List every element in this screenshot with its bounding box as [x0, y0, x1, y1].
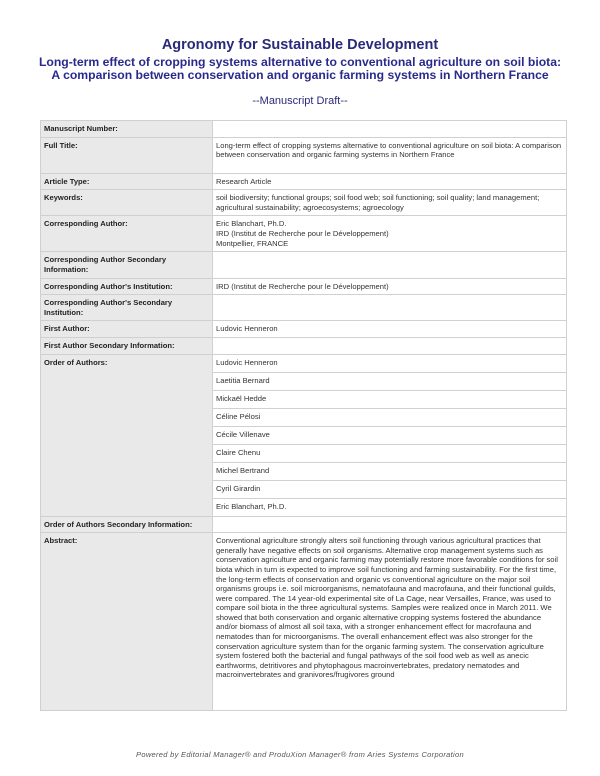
label-manuscript-number: Manuscript Number: — [41, 121, 213, 138]
author-item: Michel Bertrand — [213, 462, 567, 480]
label-order-secondary: Order of Authors Secondary Information: — [41, 516, 213, 533]
row-full-title — [41, 137, 567, 173]
value-abstract: Conventional agriculture strongly alters soil functioning through various agricultural practices that generally have negative effects on soil organisms. Alternative crop management systems such as conservation agriculture and organic farming may potentially restore more favorable conditions for soil biota which in turn is expected to improve soil functioning and farming sustainability. For the first time, the long-term effects of conservation and organic vs conventional agriculture on the major soil organisms groups i.e. soil microorganisms, nematofauna and macrofauna, and their functional guilds, were compared. The 14 year-old experimental site of La Cage, near Versailles, France, was used to compare soil biota in the three agricultural systems. Samples were realized once in March 2011. We showed that both conservation and organic alternative cropping systems fostered the abundance and/or biomass of almost all soil taxa, with a stronger enhancement effect for macrofauna and nematodes than for microorganisms. The overall enhancement effect was also stronger for the conservation agriculture system than for the organic farming system. The conservation agriculture system fostered both the bacterial and fungal pathways of the soil food web as well as anecic earthworms, detritivores and phytophagous macroinvertebrates, predatory nematodes and macroinvertebrates and granivores/frugivores ground — [213, 533, 567, 711]
author-item: Eric Blanchart, Ph.D. — [213, 498, 567, 516]
row-first-author-secondary — [41, 337, 567, 354]
author-item: Laetitia Bernard — [213, 372, 567, 390]
author-item: Cyril Girardin — [213, 480, 567, 498]
value-corr-secondary-institution — [213, 295, 567, 321]
corr-author-institution: IRD (Institut de Recherche pour le Développement) — [216, 228, 389, 238]
label-first-author-secondary: First Author Secondary Information: — [41, 337, 213, 354]
value-keywords: soil biodiversity; functional groups; soil food web; soil functioning; soil quality; land management; agricultural sustainability; agroecosystems; agroecology — [213, 190, 567, 216]
value-corr-institution: IRD (Institut de Recherche pour le Développement) — [213, 278, 567, 295]
label-full-title: Full Title: — [41, 137, 213, 173]
label-abstract: Abstract: — [41, 533, 213, 711]
value-manuscript-number — [213, 121, 567, 138]
corr-author-name: Eric Blanchart, Ph.D. — [216, 219, 287, 229]
value-corr-secondary-info — [213, 252, 567, 278]
value-article-type: Research Article — [213, 173, 567, 190]
value-order-secondary — [213, 516, 567, 533]
row-order-of-authors — [41, 354, 567, 372]
row-keywords — [41, 190, 567, 216]
row-order-secondary — [41, 516, 567, 533]
journal-name: Agronomy for Sustainable Development — [161, 37, 439, 53]
value-full-title: Long-term effect of cropping systems alternative to conventional agriculture on soil biota: A comparison between conservation and organic farming systems in Northern France — [213, 137, 567, 173]
value-first-author-secondary — [213, 337, 567, 354]
author-item: Claire Chenu — [213, 444, 567, 462]
draft-label: --Manuscript Draft-- — [252, 95, 348, 107]
author-item: Céline Pélosi — [213, 408, 567, 426]
author-item: Cécile Villenave — [213, 426, 567, 444]
label-corr-institution: Corresponding Author's Institution: — [41, 278, 213, 295]
label-keywords: Keywords: — [41, 190, 213, 216]
row-abstract — [41, 533, 567, 711]
label-corresponding-author: Corresponding Author: — [41, 216, 213, 252]
value-corresponding-author — [213, 216, 567, 252]
row-manuscript-number — [41, 121, 567, 138]
label-order-of-authors: Order of Authors: — [41, 354, 213, 516]
footer-powered-by: Powered by Editorial Manager® and ProduXion Manager® from Aries Systems Corporation — [136, 750, 464, 759]
author-item: Ludovic Henneron — [213, 354, 567, 372]
manuscript-info-table — [40, 120, 567, 711]
row-corr-institution — [41, 278, 567, 295]
label-first-author: First Author: — [41, 321, 213, 338]
row-corr-secondary-info — [41, 252, 567, 278]
author-item: Mickaël Hedde — [213, 390, 567, 408]
corr-author-location: Montpellier, FRANCE — [216, 238, 289, 248]
row-corresponding-author — [41, 216, 567, 252]
manuscript-title: Long-term effect of cropping systems alternative to conventional agriculture on soil biota: A comparison between conservation and organic farming systems in Northern France — [38, 55, 562, 82]
label-article-type: Article Type: — [41, 173, 213, 190]
row-first-author — [41, 321, 567, 338]
row-article-type — [41, 173, 567, 190]
label-corr-secondary-institution: Corresponding Author's Secondary Institution: — [41, 295, 213, 321]
value-first-author: Ludovic Henneron — [213, 321, 567, 338]
label-corr-secondary-info: Corresponding Author Secondary Information: — [41, 252, 213, 278]
row-corr-secondary-institution — [41, 295, 567, 321]
